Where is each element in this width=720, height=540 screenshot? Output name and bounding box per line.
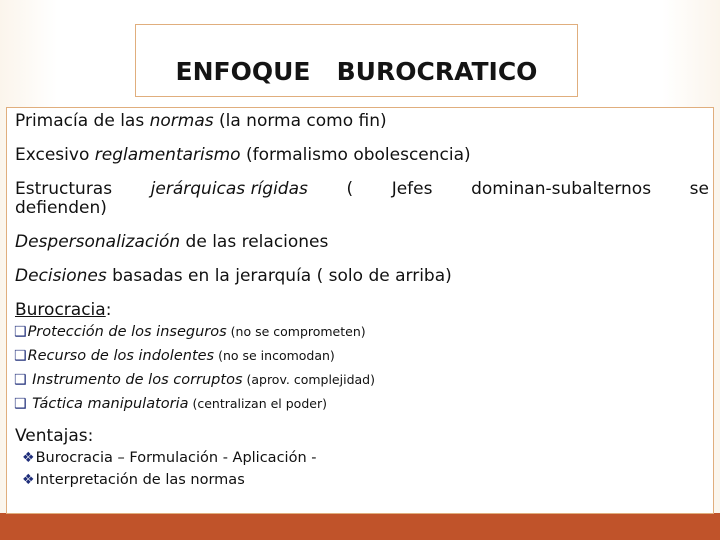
page-title: ENFOQUE BUROCRATICO (175, 57, 538, 86)
word: dominan-subalternos (471, 179, 652, 199)
word: Estructuras (15, 179, 113, 199)
line-excesivo (15, 145, 471, 165)
text: (formalismo obolescencia) (240, 145, 471, 165)
q-square-bullet-icon: ❑ (14, 324, 27, 340)
word: Jefes (391, 179, 433, 199)
text-italic: reglamentarismo (94, 145, 241, 165)
diamond-v-bullet-icon: ❖ (22, 472, 35, 488)
line-decisiones (15, 266, 452, 286)
text: (la norma como fin) (213, 111, 387, 131)
text-small: (aprov. complejidad) (242, 372, 375, 387)
text-small: (no se comprometen) (226, 324, 366, 339)
burocracia-label: Burocracia (15, 300, 106, 320)
text-small: (no se incomodan) (214, 348, 335, 363)
text-italic: Recurso de los indolentes (27, 348, 215, 364)
line-defienden: defienden) (15, 198, 107, 218)
word: se (689, 179, 709, 199)
bottom-accent-band (0, 513, 720, 540)
list-item (22, 450, 316, 466)
text: Burocracia – Formulación - Aplicación - (35, 450, 317, 466)
word-italic: jerárquicas rígidas (150, 179, 308, 199)
text: Primacía de las (15, 111, 150, 131)
line-primacia (15, 111, 387, 131)
list-item (22, 472, 245, 488)
title-box (135, 24, 578, 97)
text-italic: Decisiones (15, 266, 107, 286)
text-small: (centralizan el poder) (188, 396, 327, 411)
text-italic: normas (149, 111, 214, 131)
diamond-v-bullet-icon: ❖ (22, 450, 35, 466)
list-item (14, 347, 335, 365)
text-italic: Instrumento de los corruptos (27, 372, 243, 388)
q-square-bullet-icon: ❑ (14, 348, 27, 364)
list-item (14, 371, 375, 389)
ventajas-label: Ventajas: (15, 426, 94, 446)
text-italic: Protección de los inseguros (27, 324, 227, 340)
text: Interpretación de las normas (35, 472, 245, 488)
line-estructuras (15, 179, 709, 199)
list-item (14, 323, 366, 341)
q-square-bullet-icon: ❑ (14, 372, 27, 388)
content-box (6, 107, 714, 514)
list-item (14, 395, 327, 413)
text: de las relaciones (180, 232, 329, 252)
line-burocracia (15, 300, 111, 320)
text: Excesivo (15, 145, 95, 165)
word: ( (346, 179, 354, 199)
line-despersonalizacion (15, 232, 328, 252)
text: basadas en la jerarquía ( solo de arriba) (106, 266, 452, 286)
text-italic: Táctica manipulatoria (27, 396, 189, 412)
text-italic: Despersonalización (15, 232, 181, 252)
text: : (105, 300, 112, 320)
q-square-bullet-icon: ❑ (14, 396, 27, 412)
